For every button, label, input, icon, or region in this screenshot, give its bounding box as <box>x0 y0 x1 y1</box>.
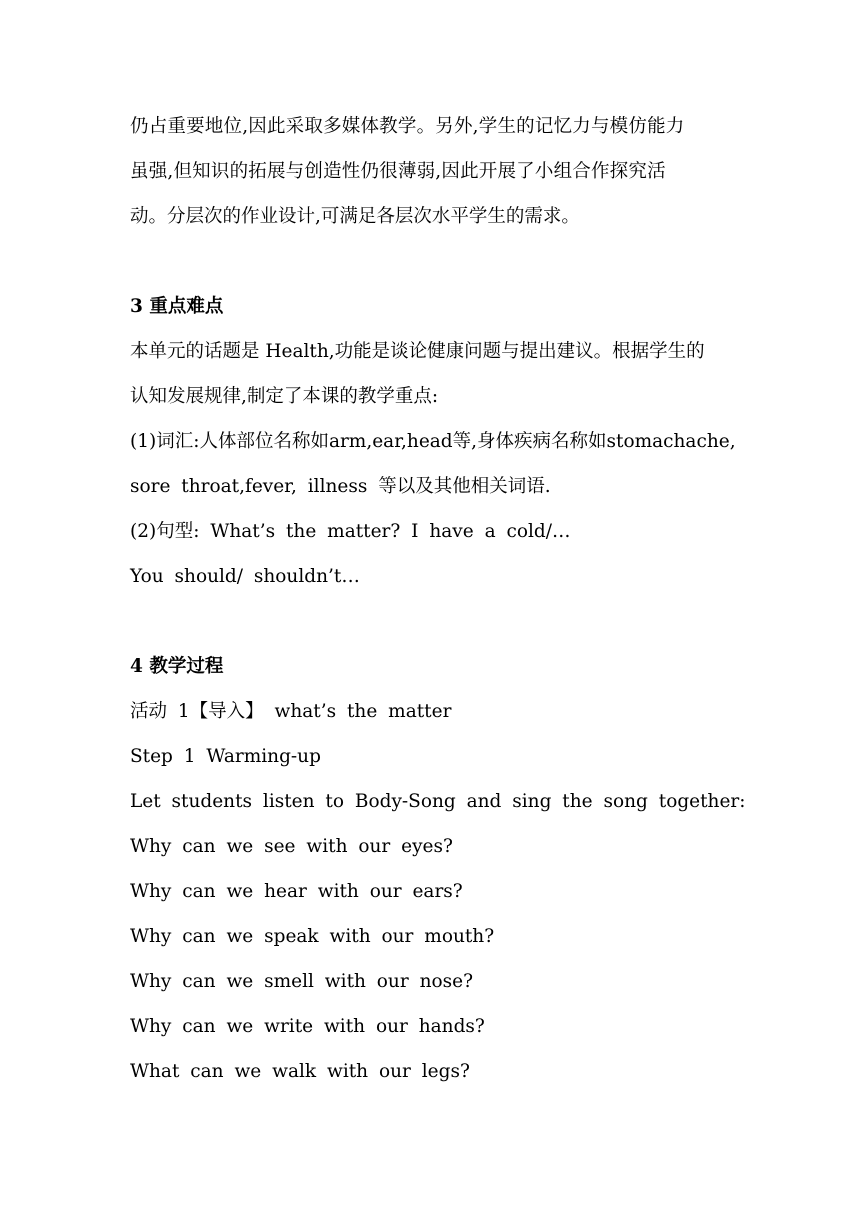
paragraph-line: You should/ shouldn’t… <box>130 566 360 587</box>
song-line: Why can we write with our hands? <box>130 1016 485 1037</box>
paragraph-line: 仍占重要地位,因此采取多媒体教学。另外,学生的记忆力与模仿能力 <box>130 116 685 137</box>
paragraph-line: (1)词汇:人体部位名称如arm,ear,head等,身体疾病名称如stomachache, <box>130 431 736 452</box>
paragraph-line: Let students listen to Body-Song and sing the song together: <box>130 791 746 812</box>
song-line: Why can we hear with our ears? <box>130 881 463 902</box>
song-line: Why can we speak with our mouth? <box>130 926 495 947</box>
song-line: Why can we smell with our nose? <box>130 971 473 992</box>
section-heading-3: 3 重点难点 <box>130 296 224 317</box>
paragraph-line: 虽强,但知识的拓展与创造性仍很薄弱,因此开展了小组合作探究活 <box>130 161 666 182</box>
activity-line: 活动 1【导入】 what’s the matter <box>130 701 452 722</box>
paragraph-line: 动。分层次的作业设计,可满足各层次水平学生的需求。 <box>130 206 580 227</box>
paragraph-line: (2)句型: What’s the matter? I have a cold/… <box>130 521 571 542</box>
paragraph-line: sore throat,fever, illness 等以及其他相关词语. <box>130 476 551 497</box>
section-heading-4: 4 教学过程 <box>130 656 224 677</box>
step-line: Step 1 Warming-up <box>130 746 321 767</box>
song-line: What can we walk with our legs? <box>130 1061 470 1082</box>
paragraph-line: 认知发展规律,制定了本课的教学重点: <box>130 386 439 407</box>
song-line: Why can we see with our eyes? <box>130 836 453 857</box>
paragraph-line: 本单元的话题是 Health,功能是谈论健康问题与提出建议。根据学生的 <box>130 341 705 362</box>
